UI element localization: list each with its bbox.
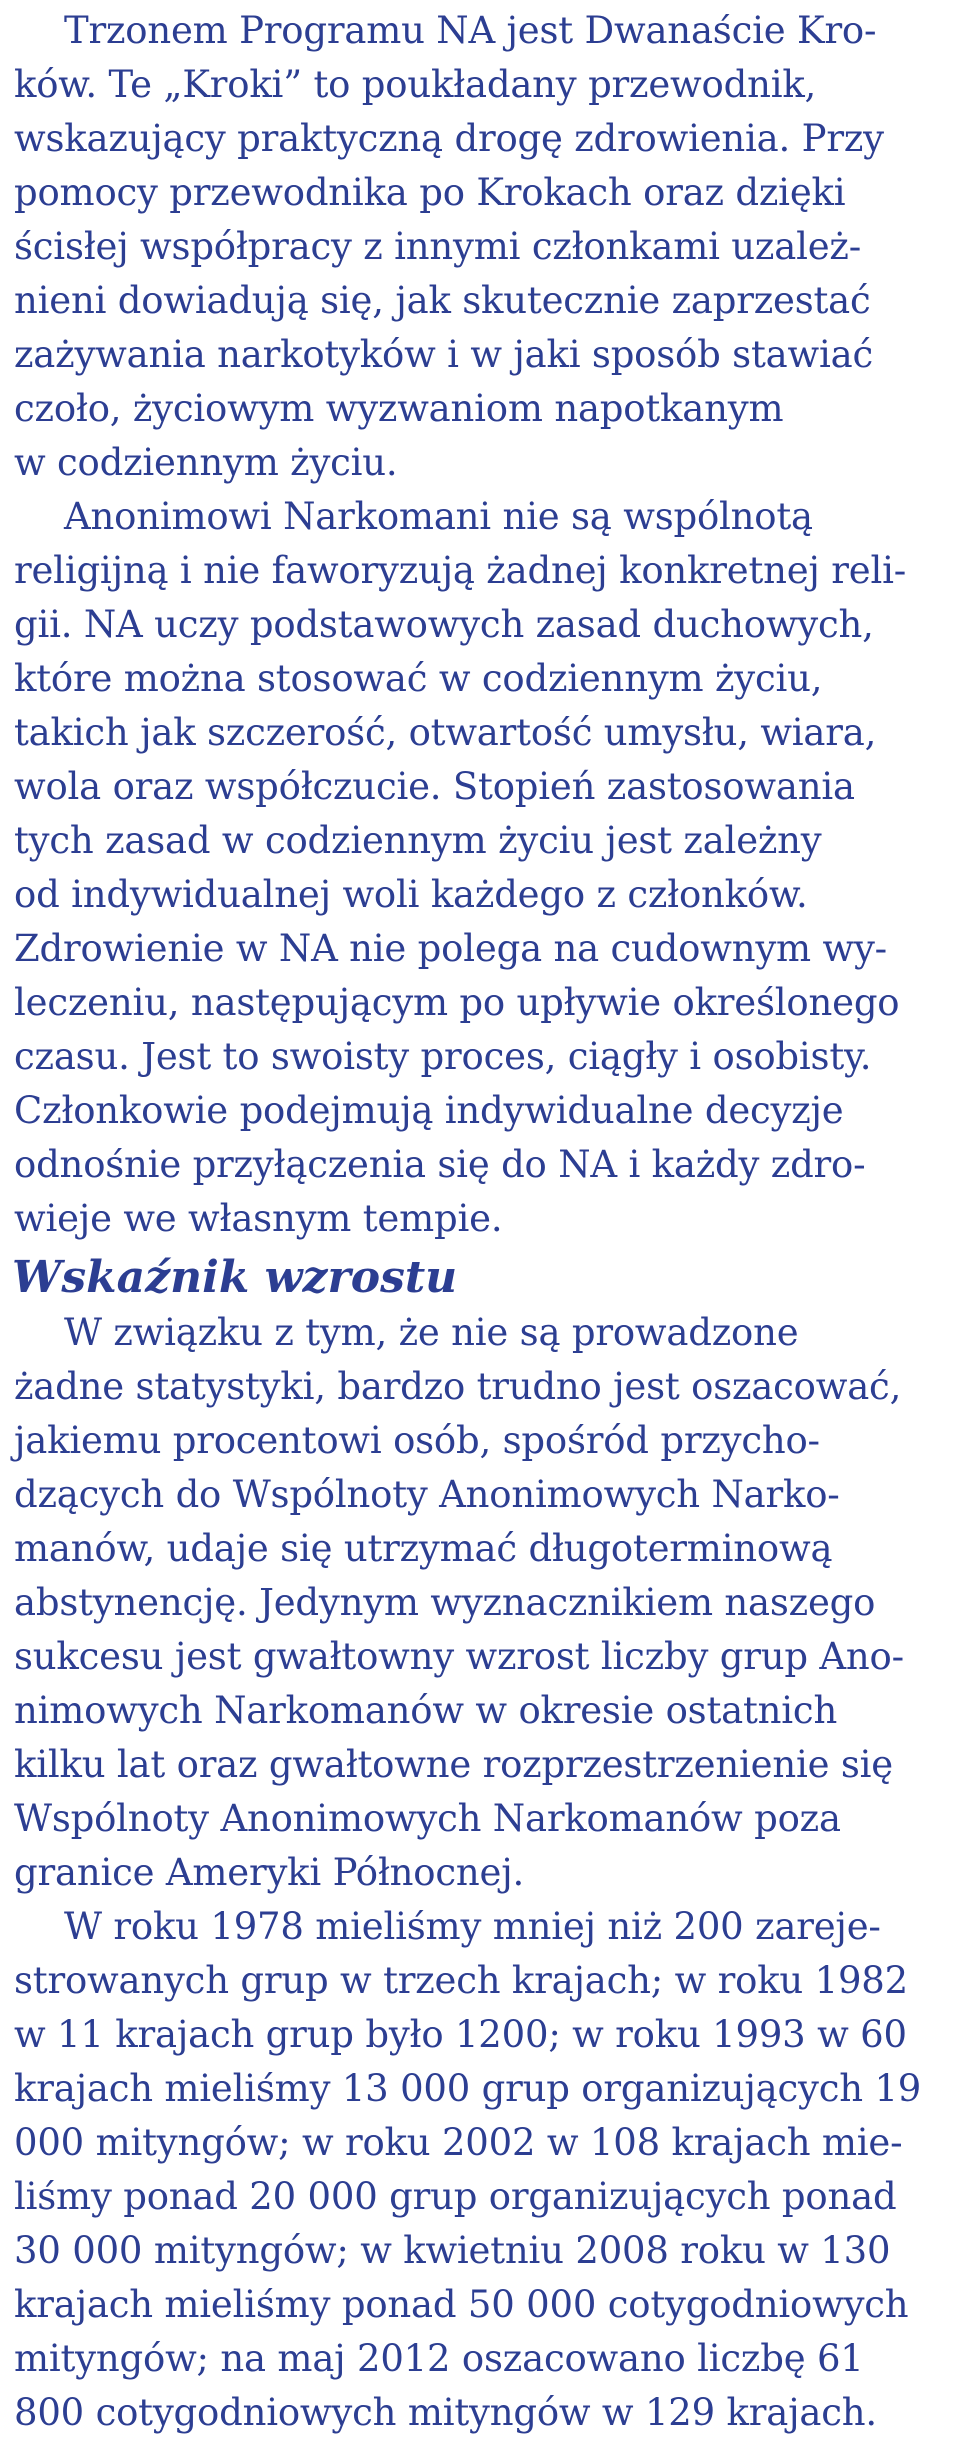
text-line: wieje we własnym tempie. [14, 1197, 503, 1240]
text-line: żadne statystyki, bardzo trudno jest oszacować, [14, 1365, 902, 1408]
text-line: strowanych grup w trzech krajach; w roku 1982 [14, 1959, 908, 2002]
text-line: gii. NA uczy podstawowych zasad duchowych, [14, 603, 874, 646]
text-line: abstynencję. Jedynym wyznacznikiem naszego [14, 1581, 876, 1624]
text-line: nieni dowiadują się, jak skutecznie zaprzestać [14, 279, 871, 322]
text-line: religijną i nie faworyzują żadnej konkretnej reli- [14, 549, 907, 592]
text-line: pomocy przewodnika po Krokach oraz dzięki [14, 171, 846, 214]
text-line: ków. Te „Kroki” to poukładany przewodnik, [14, 63, 817, 106]
text-line: Anonimowi Narkomani nie są wspólnotą [64, 495, 813, 538]
text-line: kilku lat oraz gwałtowne rozprzestrzenienie się [14, 1743, 893, 1786]
text-line: odnośnie przyłączenia się do NA i każdy zdro- [14, 1143, 866, 1186]
text-line: W roku 1978 mieliśmy mniej niż 200 zareje- [64, 1905, 881, 1948]
text-line: Członkowie podejmują indywidualne decyzje [14, 1089, 844, 1132]
text-line: liśmy ponad 20 000 grup organizujących ponad [14, 2175, 897, 2218]
text-line: W związku z tym, że nie są prowadzone [64, 1311, 799, 1354]
text-line: jakiemu procentowi osób, spośród przycho- [14, 1419, 820, 1462]
text-line: 800 cotygodniowych mityngów w 129 krajach. [14, 2391, 877, 2434]
text-line: od indywidualnej woli każdego z członków. [14, 873, 808, 916]
text-line: takich jak szczerość, otwartość umysłu, wiara, [14, 711, 877, 754]
text-line: Wspólnoty Anonimowych Narkomanów poza [14, 1797, 841, 1840]
text-line: czoło, życiowym wyzwaniom napotkanym [14, 387, 784, 430]
text-line: krajach mieliśmy ponad 50 000 cotygodniowych [14, 2283, 909, 2326]
text-line: 000 mityngów; w roku 2002 w 108 krajach mie- [14, 2121, 903, 2164]
text-line: wola oraz współczucie. Stopień zastosowania [14, 765, 855, 808]
text-line: Zdrowienie w NA nie polega na cudownym wy- [14, 927, 887, 970]
text-line: ścisłej współpracy z innymi członkami uzależ- [14, 225, 862, 268]
text-line: granice Ameryki Północnej. [14, 1851, 525, 1894]
text-line: w codziennym życiu. [14, 441, 398, 484]
text-line: krajach mieliśmy 13 000 grup organizujących 19 [14, 2067, 922, 2110]
text-line: czasu. Jest to swoisty proces, ciągły i osobisty. [14, 1035, 872, 1078]
text-line: wskazujący praktyczną drogę zdrowienia. Przy [14, 117, 884, 160]
text-line: Trzonem Programu NA jest Dwanaście Kro- [64, 9, 877, 52]
text-line: w 11 krajach grup było 1200; w roku 1993 w 60 [14, 2013, 907, 2056]
section-heading: Wskaźnik wzrostu [12, 1252, 458, 1303]
text-line: tych zasad w codziennym życiu jest zależny [14, 819, 822, 862]
text-line: zażywania narkotyków i w jaki sposób stawiać [14, 333, 873, 376]
text-line: dzących do Wspólnoty Anonimowych Narko- [14, 1473, 840, 1516]
text-line: manów, udaje się utrzymać długoterminową [14, 1527, 833, 1570]
text-line: mityngów; na maj 2012 oszacowano liczbę 61 [14, 2337, 864, 2380]
text-line: które można stosować w codziennym życiu, [14, 657, 823, 700]
text-line: nimowych Narkomanów w okresie ostatnich [14, 1689, 838, 1732]
text-line: 30 000 mityngów; w kwietniu 2008 roku w 130 [14, 2229, 891, 2272]
text-line: sukcesu jest gwałtowny wzrost liczby grup Ano- [14, 1635, 904, 1678]
text-line: leczeniu, następującym po upływie określonego [14, 981, 900, 1024]
